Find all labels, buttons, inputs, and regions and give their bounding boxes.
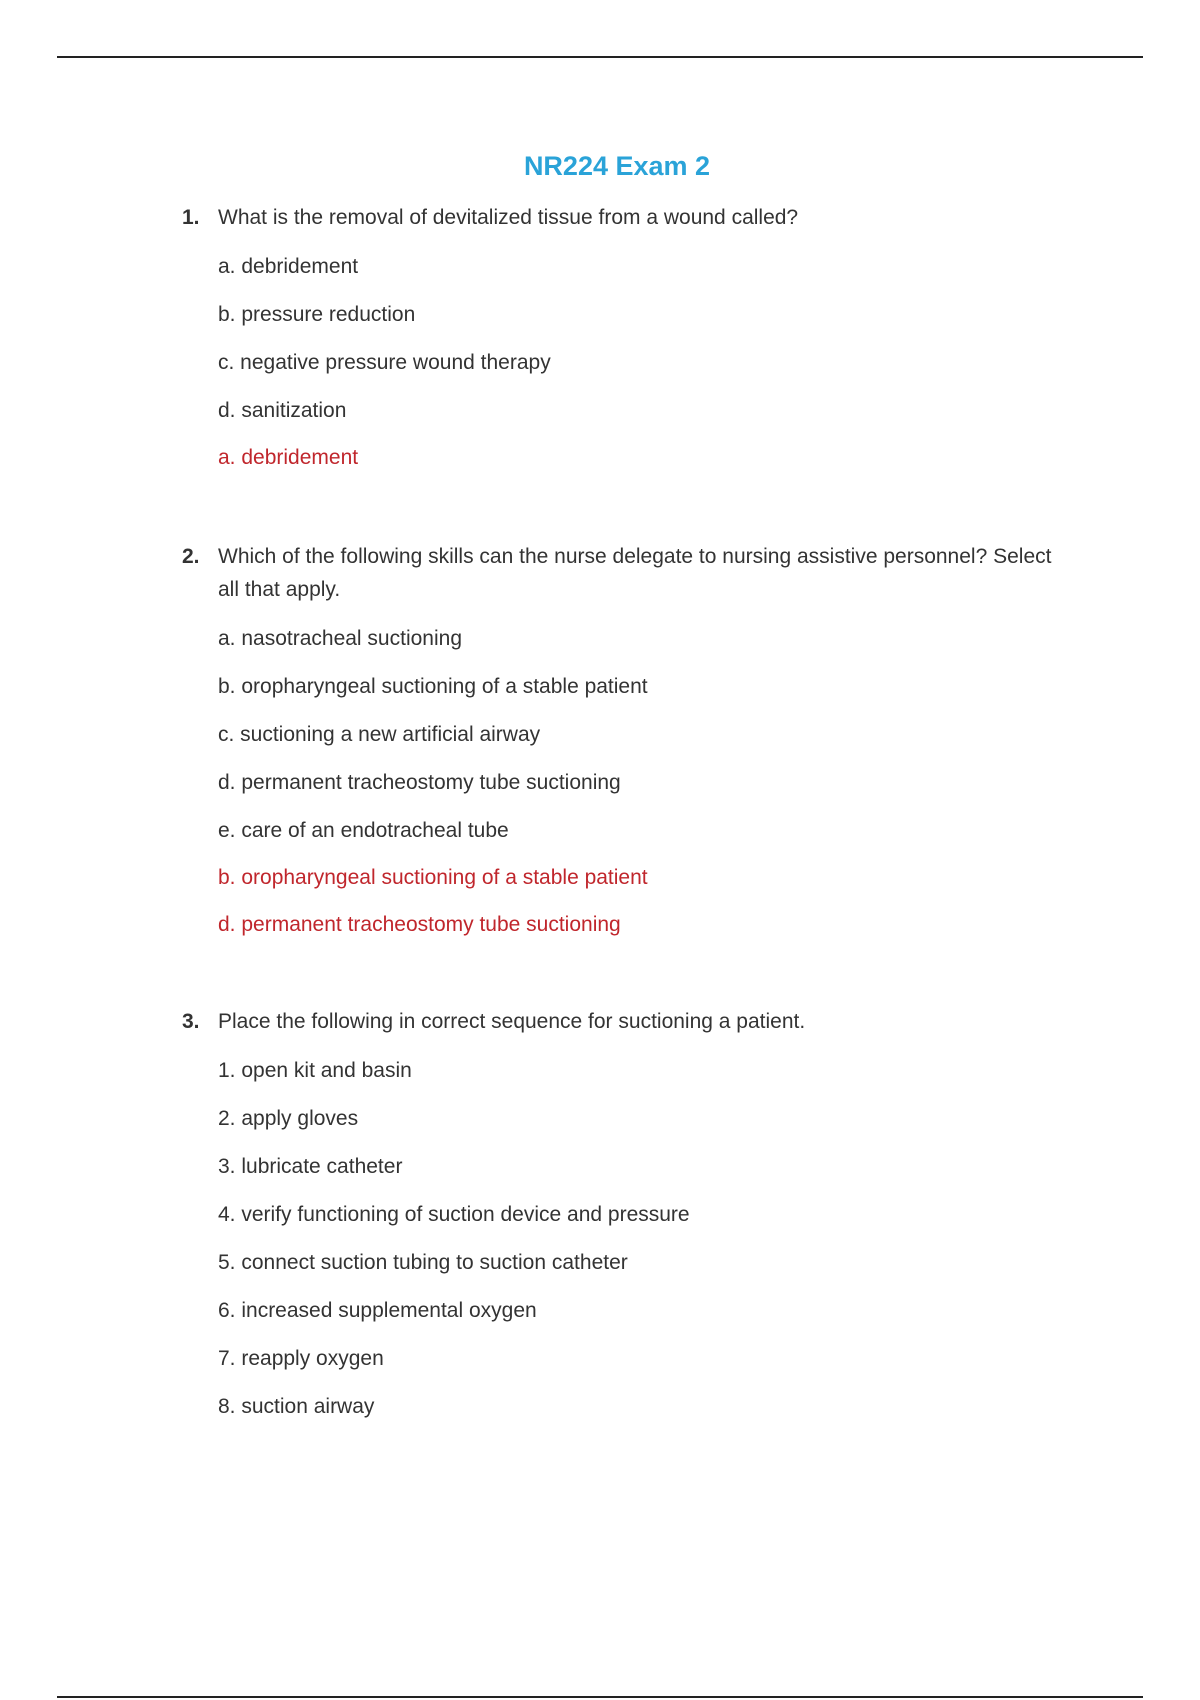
question-text: Which of the following skills can the nurse delegate to nursing assistive personnel? Select all that apply. xyxy=(218,545,1052,601)
sequence-item: 4. verify functioning of suction device and pressure xyxy=(218,1203,690,1226)
sequence-item: 3. lubricate catheter xyxy=(218,1155,403,1178)
question-1 xyxy=(182,201,1062,473)
option-item: c. suctioning a new artificial airway xyxy=(218,723,541,746)
sequence-list xyxy=(182,1056,1062,1422)
option-list xyxy=(182,624,1062,846)
question-number: 2. xyxy=(182,545,200,568)
question-stem xyxy=(182,1005,1062,1038)
answer-list xyxy=(182,863,1062,940)
question-number: 1. xyxy=(182,206,200,229)
question-stem xyxy=(182,540,1062,606)
footer-rule xyxy=(57,1696,1143,1698)
question-text: What is the removal of devitalized tissue from a wound called? xyxy=(218,206,799,229)
option-item: e. care of an endotracheal tube xyxy=(218,819,509,842)
sequence-item: 2. apply gloves xyxy=(218,1107,359,1130)
question-3 xyxy=(182,1005,1062,1422)
sequence-item: 8. suction airway xyxy=(218,1395,375,1418)
sequence-item: 6. increased supplemental oxygen xyxy=(218,1299,537,1322)
sequence-item: 5. connect suction tubing to suction catheter xyxy=(218,1251,628,1274)
option-list xyxy=(182,252,1062,426)
option-item: a. nasotracheal suctioning xyxy=(218,627,462,650)
answer-list xyxy=(182,443,1062,473)
option-item: d. permanent tracheostomy tube suctioning xyxy=(218,771,621,794)
option-item: b. oropharyngeal suctioning of a stable patient xyxy=(218,675,648,698)
header-rule xyxy=(57,56,1143,58)
answer-item: b. oropharyngeal suctioning of a stable patient xyxy=(218,866,648,889)
answer-item: d. permanent tracheostomy tube suctioning xyxy=(218,913,621,936)
sequence-item: 7. reapply oxygen xyxy=(218,1347,384,1370)
question-2 xyxy=(182,540,1062,940)
question-number: 3. xyxy=(182,1010,200,1033)
answer-item: a. debridement xyxy=(218,446,359,469)
question-stem xyxy=(182,201,1062,234)
option-item: c. negative pressure wound therapy xyxy=(218,351,551,374)
option-item: a. debridement xyxy=(218,255,359,278)
question-text: Place the following in correct sequence for suctioning a patient. xyxy=(218,1010,806,1033)
page-title: NR224 Exam 2 xyxy=(523,151,711,181)
sequence-item: 1. open kit and basin xyxy=(218,1059,412,1082)
option-item: b. pressure reduction xyxy=(218,303,416,326)
option-item: d. sanitization xyxy=(218,399,347,422)
